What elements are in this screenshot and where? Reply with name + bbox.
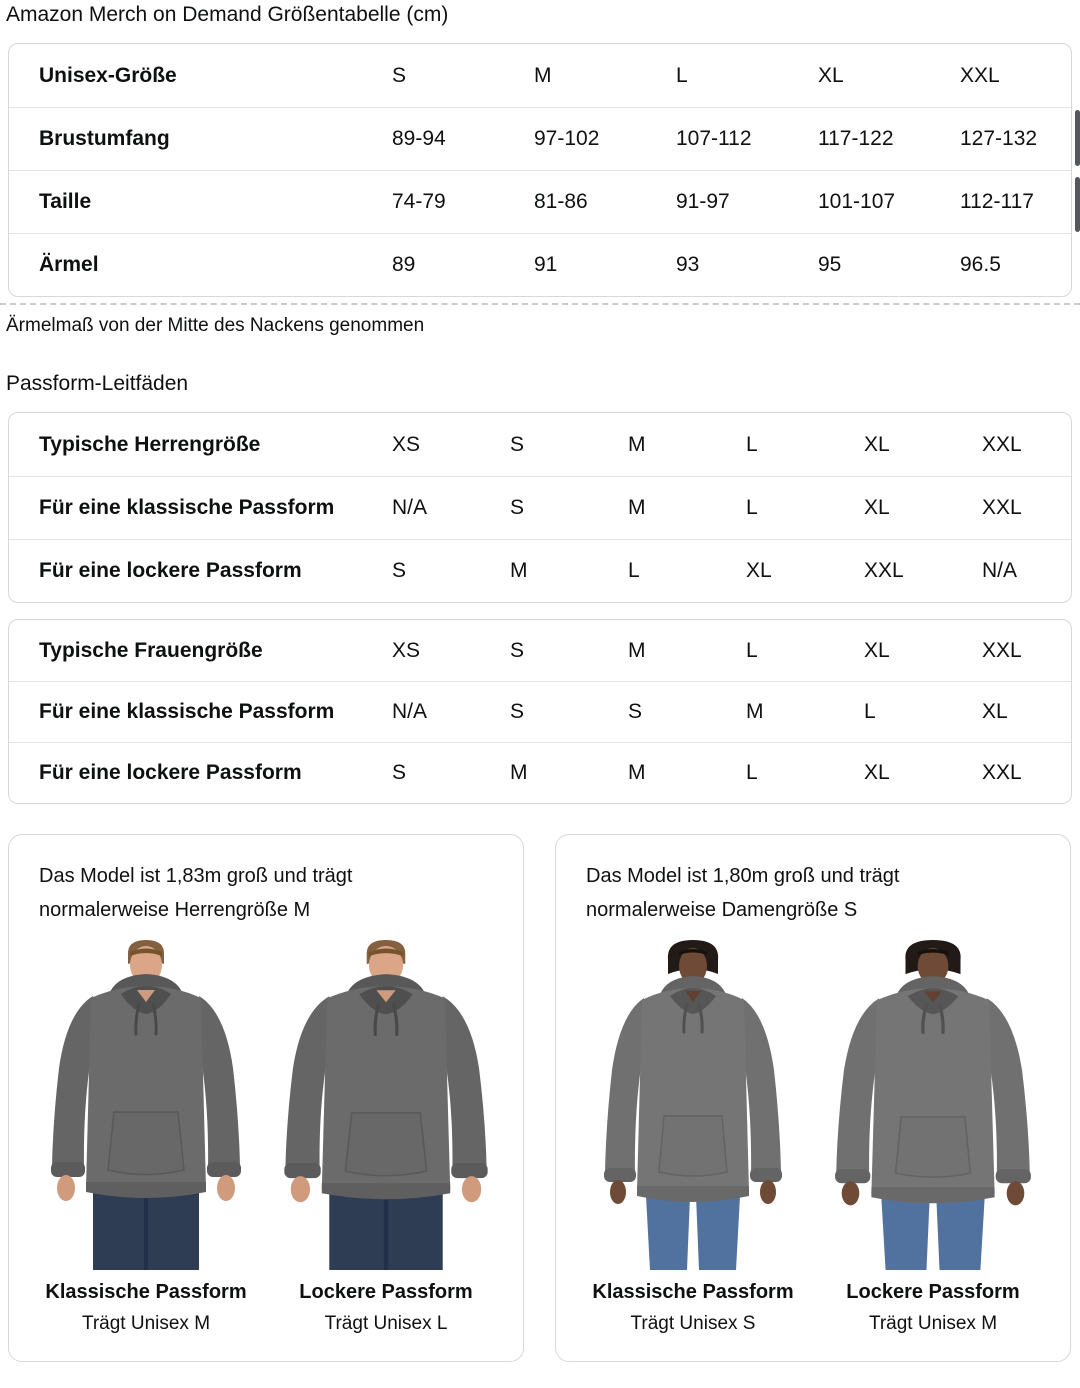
sleeve-measure-note: Ärmelmaß von der Mitte des Nackens genommen: [6, 315, 425, 336]
row-label: Für eine lockere Passform: [9, 539, 392, 602]
size-cell: 101-107: [818, 170, 960, 233]
women-fit-table: [8, 619, 1072, 804]
figure-caption: [817, 1279, 1049, 1336]
size-cell: 74-79: [392, 170, 534, 233]
row-label: Typische Frauengröße: [39, 638, 263, 662]
size-label: Trägt Unisex M: [81, 1313, 211, 1334]
female-model-classic-photo: [577, 940, 809, 1270]
table-row: [9, 107, 1071, 170]
model-description: Das Model ist 1,83m groß und trägt normalerweise Herrengröße M: [39, 865, 353, 921]
figure-caption: [270, 1279, 502, 1336]
size-cell: M: [628, 638, 646, 662]
size-cell: M: [628, 742, 746, 803]
table-row: [9, 170, 1071, 233]
row-label: Brustumfang: [9, 107, 392, 170]
size-cell: XXL: [982, 742, 1071, 803]
size-label: Trägt Unisex L: [324, 1313, 448, 1334]
model-figure: [270, 940, 502, 1336]
male-model-classic-photo: [30, 940, 262, 1270]
column-header: M: [534, 63, 552, 87]
size-cell: M: [628, 432, 646, 456]
size-cell: XXL: [864, 539, 982, 602]
fit-label: Klassische Passform: [592, 1281, 794, 1303]
model-figure: [577, 940, 809, 1336]
size-cell: L: [628, 539, 746, 602]
model-description: Das Model ist 1,80m groß und trägt normalerweise Damengröße S: [586, 865, 900, 921]
size-cell: 95: [818, 233, 960, 296]
size-cell: L: [746, 432, 758, 456]
table-row: [9, 476, 1071, 539]
women-model-card: [555, 834, 1071, 1362]
size-cell: 107-112: [676, 107, 818, 170]
row-label: Unisex-Größe: [39, 63, 177, 87]
figure-caption: [577, 1279, 809, 1336]
dashed-divider: [0, 303, 1080, 305]
size-cell: 81-86: [534, 170, 676, 233]
row-label: Für eine klassische Passform: [9, 476, 392, 539]
table-row: [9, 539, 1071, 602]
scrollbar-thumb[interactable]: [1075, 110, 1080, 166]
size-label: Trägt Unisex S: [630, 1313, 756, 1334]
model-figures: [578, 940, 1048, 1336]
size-cell: L: [864, 681, 982, 742]
size-cell: 127-132: [960, 107, 1071, 170]
size-cell: M: [510, 742, 628, 803]
column-header: S: [392, 63, 407, 87]
fit-label: Klassische Passform: [45, 1281, 247, 1303]
size-cell: M: [510, 539, 628, 602]
size-cell: 89-94: [392, 107, 534, 170]
model-cards: [8, 834, 1072, 1362]
row-label: Typische Herrengröße: [39, 432, 261, 456]
column-header: L: [676, 63, 688, 87]
size-cell: N/A: [392, 681, 510, 742]
size-cell: XL: [982, 681, 1071, 742]
size-cell: M: [628, 476, 746, 539]
fit-guides-title: Passform-Leitfäden: [6, 372, 189, 395]
row-label: Für eine lockere Passform: [9, 742, 392, 803]
table-row: [9, 233, 1071, 296]
table-row: [9, 413, 1071, 476]
size-cell: XL: [864, 742, 982, 803]
men-fit-table: [8, 412, 1072, 603]
size-cell: 89: [392, 233, 534, 296]
size-cell: S: [510, 681, 628, 742]
size-cell: XL: [864, 476, 982, 539]
size-cell: XXL: [982, 638, 1022, 662]
size-cell: S: [510, 638, 525, 662]
size-cell: 91-97: [676, 170, 818, 233]
size-cell: XL: [864, 638, 890, 662]
size-cell: L: [746, 476, 864, 539]
female-model-loose-photo: [817, 940, 1049, 1270]
size-cell: 97-102: [534, 107, 676, 170]
figure-caption: [30, 1279, 262, 1336]
page-title: Amazon Merch on Demand Größentabelle (cm): [6, 3, 449, 26]
size-cell: 117-122: [818, 107, 960, 170]
row-label: Taille: [9, 170, 392, 233]
male-model-loose-photo: [270, 940, 502, 1270]
size-cell: S: [628, 681, 746, 742]
table-row: [9, 620, 1071, 681]
size-cell: L: [746, 638, 758, 662]
size-cell: N/A: [982, 539, 1071, 602]
size-cell: XXL: [982, 476, 1071, 539]
scrollbar-thumb[interactable]: [1075, 177, 1080, 232]
column-header: XL: [818, 63, 844, 87]
fit-label: Lockere Passform: [299, 1281, 473, 1303]
size-label: Trägt Unisex M: [868, 1313, 998, 1334]
size-cell: 93: [676, 233, 818, 296]
size-cell: S: [510, 476, 628, 539]
size-cell: 91: [534, 233, 676, 296]
table-row: [9, 681, 1071, 742]
table-row: [9, 44, 1071, 107]
model-figures: [31, 940, 501, 1336]
table-row: [9, 742, 1071, 803]
model-figure: [30, 940, 262, 1336]
size-cell: XL: [864, 432, 890, 456]
row-label: Ärmel: [9, 233, 392, 296]
size-cell: XS: [392, 638, 421, 662]
size-cell: XL: [746, 539, 864, 602]
column-header: XXL: [960, 63, 1000, 87]
size-cell: S: [392, 742, 510, 803]
size-cell: L: [746, 742, 864, 803]
unisex-size-table: [8, 43, 1072, 297]
size-cell: XXL: [982, 432, 1022, 456]
size-cell: XS: [392, 432, 421, 456]
size-cell: 112-117: [960, 170, 1071, 233]
size-cell: M: [746, 681, 864, 742]
size-cell: N/A: [392, 476, 510, 539]
size-cell: 96.5: [960, 233, 1071, 296]
men-model-card: [8, 834, 524, 1362]
model-figure: [817, 940, 1049, 1336]
fit-label: Lockere Passform: [846, 1281, 1020, 1303]
size-cell: S: [510, 432, 525, 456]
row-label: Für eine klassische Passform: [9, 681, 392, 742]
size-cell: S: [392, 539, 510, 602]
